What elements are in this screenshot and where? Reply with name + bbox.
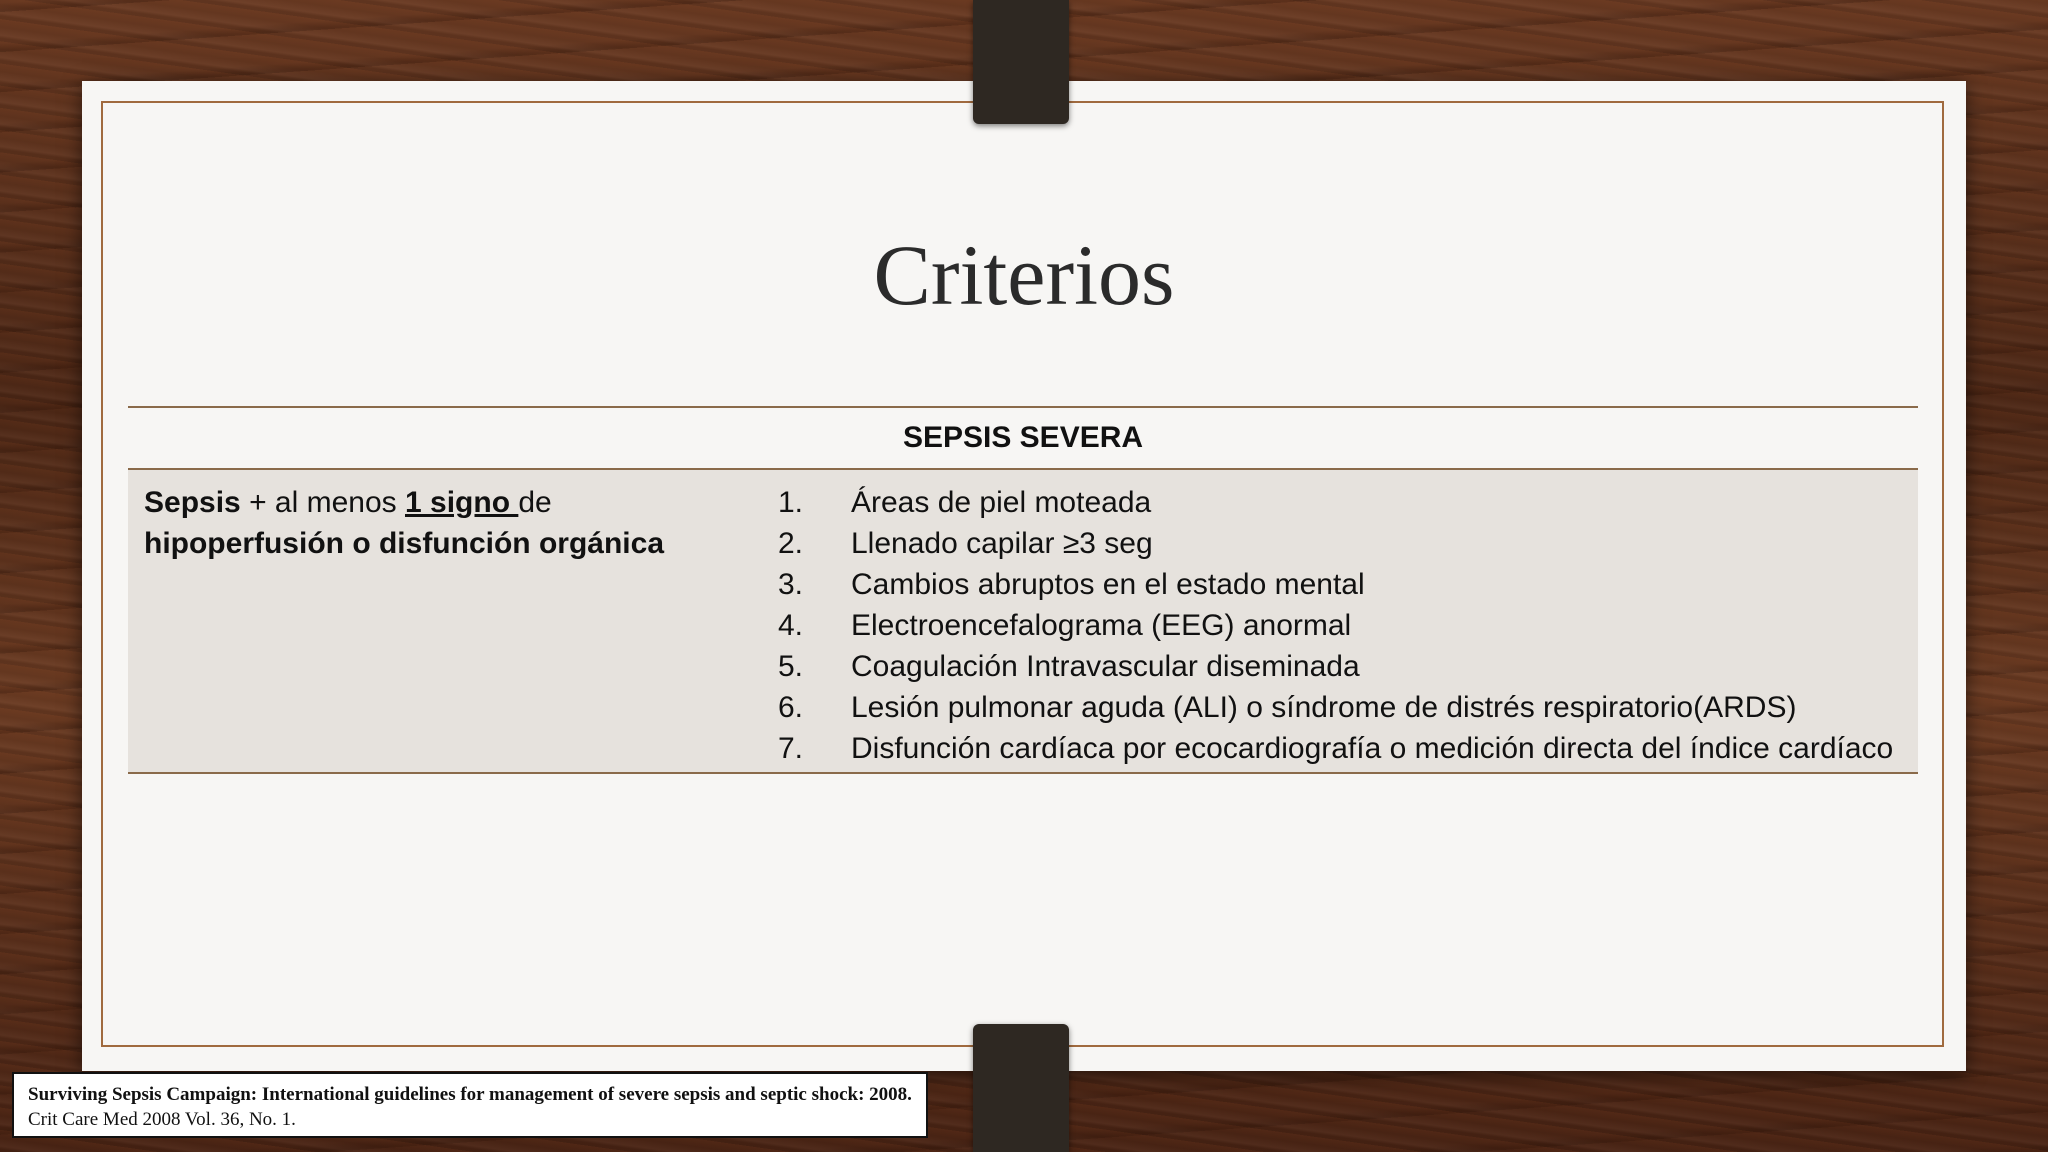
table-header: SEPSIS SEVERA [902, 421, 1144, 454]
citation-box [12, 1072, 928, 1138]
list-item-number: 2. [777, 527, 803, 560]
table-body-row [128, 470, 1918, 772]
list-item-number: 5. [777, 650, 803, 683]
list-item-text: Lesión pulmonar aguda (ALI) o síndrome de distrés respiratorio(ARDS) [851, 691, 1797, 724]
list-item-text: Disfunción cardíaca por ecocardiografía o medición directa del índice cardíaco [851, 732, 1894, 765]
list-item [728, 482, 1908, 523]
criteria-table [128, 406, 1918, 774]
table-bottom-rule [128, 772, 1918, 774]
list-item-text: Llenado capilar ≥3 seg [851, 527, 1153, 560]
list-item [728, 564, 1908, 605]
slide-title: Criterios [873, 227, 1175, 323]
list-item-text: Electroencefalograma (EEG) anormal [851, 609, 1352, 642]
list-item [728, 605, 1908, 646]
list-item-text: Coagulación Intravascular diseminada [851, 650, 1360, 683]
signs-list [728, 482, 1908, 769]
hypoperfusion-label: hipoperfusión o disfunción orgánica [144, 527, 665, 560]
list-item [728, 523, 1908, 564]
list-item [728, 687, 1908, 728]
one-sign-label: 1 signo [405, 486, 519, 519]
binder-clip-bottom [973, 1024, 1069, 1152]
citation-source: Crit Care Med 2008 Vol. 36, No. 1. [28, 1109, 296, 1130]
sepsis-label: Sepsis [144, 486, 241, 519]
list-item-text: Áreas de piel moteada [851, 486, 1152, 519]
description-mid1: + al menos [240, 486, 405, 519]
list-item-number: 6. [777, 691, 803, 724]
list-item [728, 728, 1908, 769]
binder-clip-top [973, 0, 1069, 124]
citation-title: Surviving Sepsis Campaign: International guidelines for management of severe sepsis and septic shock: 2008. [28, 1084, 912, 1105]
list-item-number: 7. [777, 732, 803, 765]
list-item [728, 646, 1908, 687]
list-item-text: Cambios abruptos en el estado mental [851, 568, 1365, 601]
list-item-number: 1. [777, 486, 803, 519]
list-item-number: 3. [777, 568, 803, 601]
list-item-number: 4. [777, 609, 803, 642]
criteria-description [144, 482, 704, 564]
description-mid2: de [518, 486, 552, 519]
